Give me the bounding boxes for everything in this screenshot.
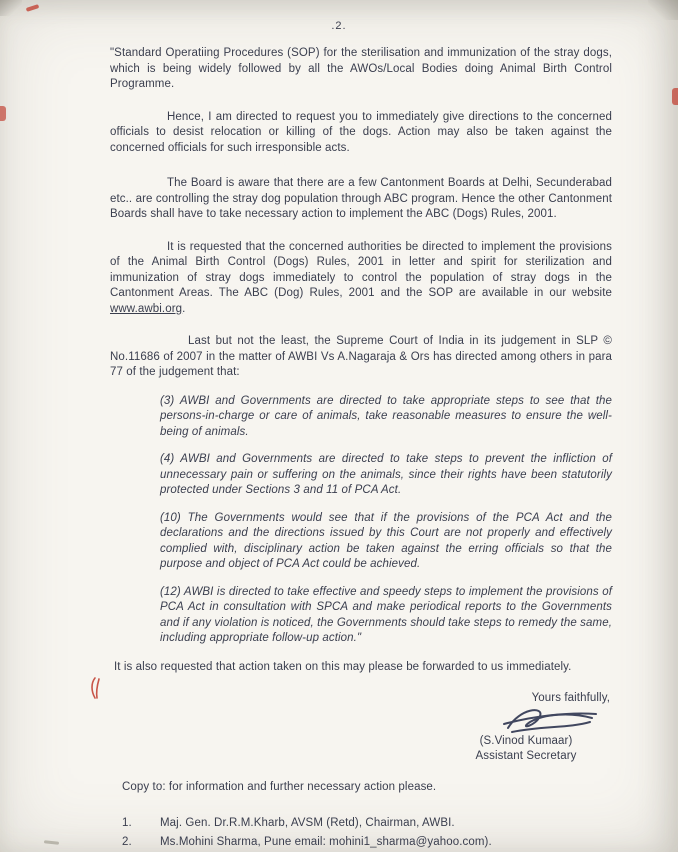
- copy-to-item-number: 1.: [122, 816, 132, 829]
- page-number: .2.: [331, 20, 347, 32]
- red-scan-mark-left-edge: [0, 106, 6, 121]
- scan-smudge-bottom: [44, 840, 59, 845]
- copy-to-item: [122, 835, 612, 851]
- body-paragraph-3: The Board is aware that there are a few Cantonment Boards at Delhi, Secunderabad etc.. are controlling the stray dog population through ABC program. Hence the other Cantonment Boards shall have to take necessary action to implement the ABC (Dogs) Rules, 2001.: [110, 177, 612, 220]
- judgement-quote-4: (4) AWBI and Governments are directed to take steps to prevent the infliction of unnecessary pain or suffering on the animals, since their rights have been statutorily protected under Sections 3 and 11 of PCA Act.: [160, 453, 612, 496]
- paragraph-4-period: .: [182, 302, 186, 315]
- judgement-quote-12: (12) AWBI is directed to take effective and speedy steps to implement the provisions of PCA Act in consultation with SPCA and make periodical reports to the Governments and if any violation is noticed, the Governments should take steps to remedy the same, including appropriate follow-up action.": [160, 585, 612, 644]
- red-pen-mark: [88, 676, 104, 707]
- copy-to-heading: Copy to: for information and further necessary action please.: [122, 781, 437, 793]
- copy-to-item-number: 2.: [122, 836, 132, 848]
- body-paragraph-2: Hence, I am directed to request you to immediately give directions to the concerned officials to desist relocation or killing of the dogs. Action may also be taken against the concerned officials for such irresponsible acts.: [110, 110, 612, 154]
- signatory-title: Assistant Secretary: [475, 750, 577, 762]
- action-request-line: It is also requested that action taken on this may please be forwarded to us immediately.: [114, 660, 572, 673]
- paragraph-4-text: It is requested that the concerned authorities be directed to implement the provisions of the Animal Birth Control (Dogs) Rules, 2001 in letter and spirit for sterilization and immunization of stray dogs immediately to control the population of stray dogs in the Cantonment Areas. The ABC (Dog) Rules, 2001 and the SOP are available in our website: [110, 240, 612, 299]
- letter-body: [110, 46, 612, 851]
- copy-to-item-text: Ms.Mohini Sharma, Pune email: mohini1_sharma@yahoo.com).: [160, 836, 492, 848]
- copy-to-list: [122, 816, 612, 851]
- copy-to-item: [122, 816, 612, 832]
- copy-to-item-text: Maj. Gen. Dr.R.M.Kharb, AVSM (Retd), Chairman, AWBI.: [160, 816, 455, 829]
- body-paragraph-4: [110, 240, 612, 318]
- red-scan-mark-right-edge: [672, 88, 678, 105]
- judgement-quote-3: (3) AWBI and Governments are directed to take appropriate steps to see that the persons-in-charge or care of animals, take reasonable measures to ensure the well-being of animals.: [160, 394, 612, 438]
- signature: [498, 704, 602, 738]
- awbi-website-link: www.awbi.org: [110, 302, 183, 315]
- body-paragraph-5: Last but not the least, the Supreme Court of India in its judgement in SLP © No.11686 of 2007 in the matter of AWBI Vs A.Nagaraja & Ors has directed among others in para 77 of the judgement that:: [110, 335, 612, 378]
- closing-block: [442, 691, 610, 764]
- body-paragraph-1: "Standard Operatiing Procedures (SOP) for the sterilisation and immunization of the stray dogs, which is being widely followed by all the AWOs/Local Bodies doing Animal Birth Control Programme.: [110, 47, 612, 90]
- valediction: Yours faithfully,: [531, 692, 610, 704]
- signatory-name: (S.Vinod Kumaar): [479, 735, 573, 747]
- judgement-quote-10: (10) The Governments would see that if the provisions of the PCA Act and the declarations and the directions issued by this Court are not properly and effectively complied with, disciplinary action be taken against the erring officials so that the purpose and object of PCA Act could be achieved.: [160, 511, 612, 570]
